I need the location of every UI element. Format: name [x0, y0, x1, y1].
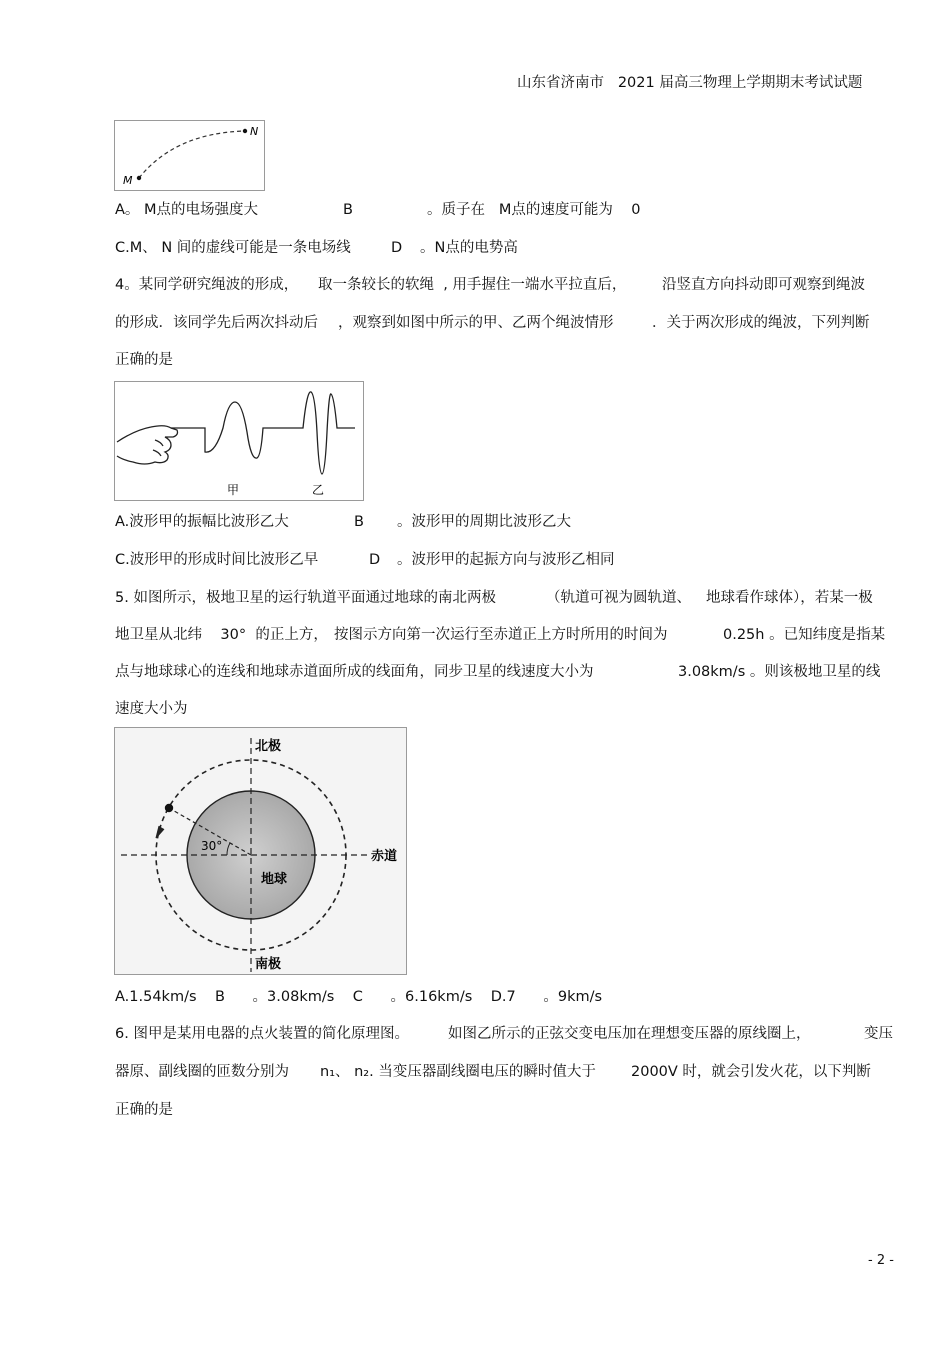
q5-line-1b: （轨道可视为圆轨道、	[546, 590, 691, 606]
satellite-dot	[165, 804, 173, 812]
q5-line-4: 速度大小为	[115, 701, 188, 717]
polar-orbit-diagram	[115, 728, 406, 974]
label-n: N	[250, 125, 259, 138]
q3-option-c: C.M、 N 间的虚线可能是一条电场线	[115, 240, 351, 256]
q6-line-2a: 器原、副线圈的匝数分别为	[115, 1064, 289, 1080]
q5-line-2b: 按图示方向第一次运行至赤道正上方时所用的时间为	[334, 627, 668, 643]
page-header: 山东省济南市 2021 届高三物理上学期期末考试试题	[517, 75, 863, 91]
label-m: M	[123, 174, 133, 187]
q5-line-3a: 点与地球球心的连线和地球赤道面所成的线面角，同步卫星的线速度大小为	[115, 664, 594, 680]
q5-line-2c: 0.25h 。已知纬度是指某	[723, 627, 886, 643]
q4-option-a: A.波形甲的振幅比波形乙大	[115, 514, 289, 530]
rope-wave-diagram	[115, 382, 363, 500]
q6-line-1a: 6. 图甲是某用电器的点火装置的简化原理图。	[115, 1026, 409, 1042]
q3-option-b-letter: B	[343, 202, 353, 218]
q4-option-c: C.波形甲的形成时间比波形乙早	[115, 552, 319, 568]
q4-option-b-letter: B	[354, 514, 364, 530]
q5-line-1c: 地球看作球体），若某一极	[706, 590, 873, 606]
label-yi: 乙	[312, 483, 325, 497]
q5-line-2a: 地卫星从北纬 30° 的正上方，	[115, 627, 328, 643]
q4-line-1b: 取一条较长的软绳 , 用手握住一端水平拉直后，	[318, 277, 627, 293]
q6-line-1c: 变压	[864, 1026, 893, 1042]
q5-line-1a: 5. 如图所示，极地卫星的运行轨道平面通过地球的南北两极	[115, 590, 496, 606]
hand-icon	[117, 426, 178, 464]
label-angle: 30°	[201, 839, 223, 853]
q4-line-2a: 的形成．该同学先后两次抖动后	[115, 315, 318, 331]
q6-line-1b: 如图乙所示的正弦交变电压加在理想变压器的原线圈上，	[448, 1026, 811, 1042]
label-north-pole: 北极	[255, 739, 282, 754]
field-trajectory-figure	[114, 120, 265, 191]
rope-wave-figure	[114, 381, 364, 501]
q5-line-3b: 3.08km/s 。则该极地卫星的线	[678, 664, 881, 680]
q4-option-d-letter: D	[369, 552, 381, 568]
q3-option-d: 。N点的电势高	[420, 240, 518, 256]
polar-orbit-figure	[114, 727, 407, 975]
q4-line-2c: ．关于两次形成的绳波，下列判断	[652, 315, 870, 331]
q3-option-a: A。 M点的电场强度大	[115, 202, 259, 218]
wave-jia	[171, 402, 301, 458]
trajectory-diagram	[115, 121, 264, 190]
page-number: - 2 -	[868, 1253, 894, 1268]
point-n	[243, 129, 247, 133]
q4-line-3: 正确的是	[115, 352, 173, 368]
q3-option-b: 。质子在 M点的速度可能为 0	[427, 202, 641, 218]
q5-options: A.1.54km/s B 。3.08km/s C 。6.16km/s D.7 。9km/s	[115, 989, 603, 1005]
direction-arrow-icon	[156, 826, 164, 838]
q3-option-d-letter: D	[391, 240, 403, 256]
label-south-pole: 南极	[255, 957, 282, 972]
q4-line-1c: 沿竖直方向抖动即可观察到绳波	[662, 277, 865, 293]
q6-line-2b: n₁、 n₂. 当变压器副线圈电压的瞬时值大于	[320, 1064, 596, 1080]
label-earth: 地球	[261, 872, 288, 887]
label-equator: 赤道	[371, 849, 398, 864]
dashed-trajectory	[139, 131, 245, 178]
label-jia: 甲	[227, 483, 240, 497]
q6-line-3: 正确的是	[115, 1102, 173, 1118]
point-m	[137, 176, 141, 180]
q6-line-2c: 2000V 时，就会引发火花，以下判断	[631, 1064, 871, 1080]
wave-yi	[301, 392, 355, 474]
q4-option-d: 。波形甲的起振方向与波形乙相同	[397, 552, 615, 568]
q4-line-2b: ，观察到如图中所示的甲、乙两个绳波情形	[338, 315, 614, 331]
q4-option-b: 。波形甲的周期比波形乙大	[397, 514, 571, 530]
q4-line-1a: 4。某同学研究绳波的形成，	[115, 277, 299, 293]
